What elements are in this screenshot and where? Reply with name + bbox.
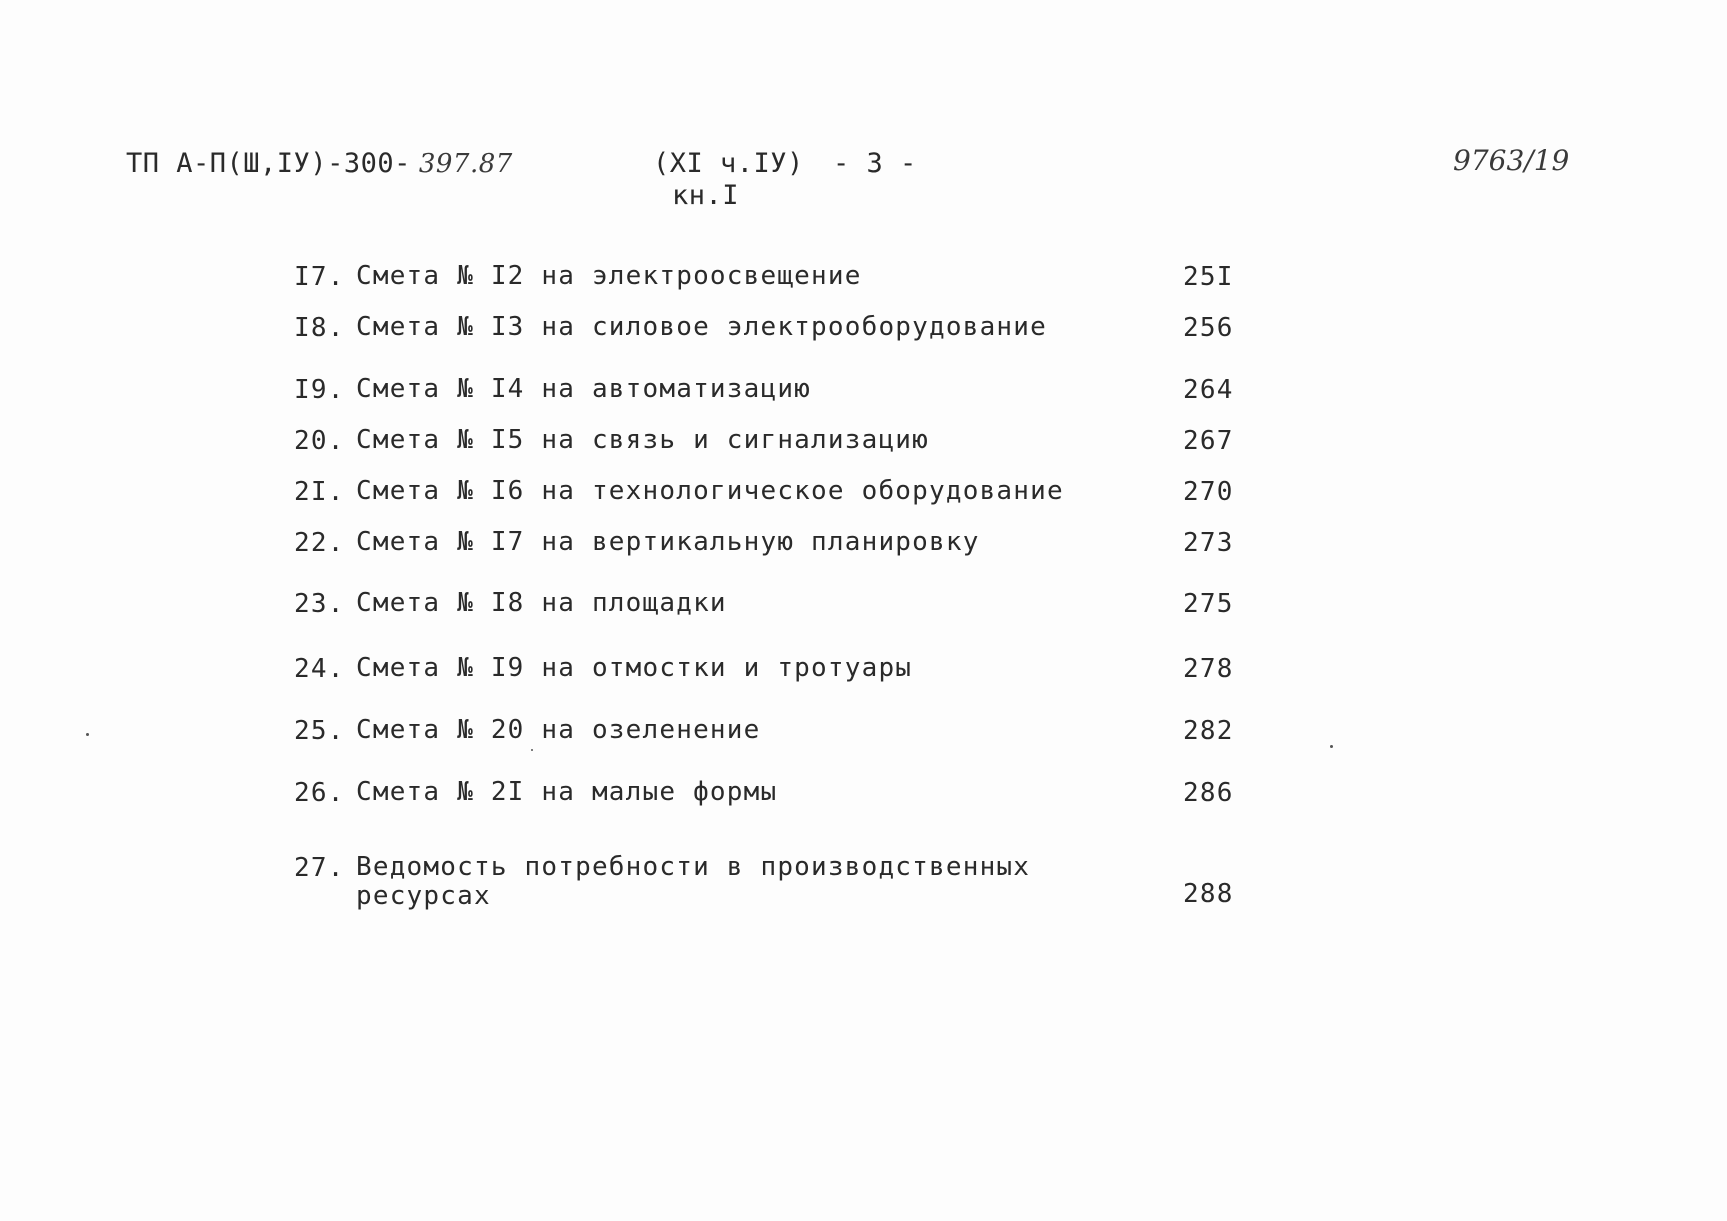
toc-entry-number: I7. — [294, 262, 345, 292]
page-number: - 3 - — [833, 148, 917, 179]
toc-entry-page: 267 — [1183, 426, 1234, 456]
toc-entry-number: 20. — [294, 426, 345, 456]
toc-entry-page: 273 — [1183, 528, 1234, 558]
toc-entry-title-line-2: ресурсах — [356, 881, 491, 911]
toc-entry-number: 24. — [294, 654, 345, 684]
toc-entry-number: I8. — [294, 313, 345, 343]
toc-entry-title: Смета № I4 на автоматизацию — [356, 374, 812, 404]
scan-speck — [531, 749, 533, 751]
book-label: кн.I — [672, 180, 740, 211]
toc-entry-title: Смета № 2I на малые формы — [356, 777, 778, 807]
document-code-typed: ТП А-П(Ш,IУ)-300- — [126, 148, 411, 179]
toc-entry-title-line-1: Ведомость потребности в производственных — [356, 852, 1031, 882]
toc-entry-number: 22. — [294, 528, 345, 558]
toc-entry-page: 25I — [1183, 262, 1234, 292]
inventory-number-handwritten: 9763/19 — [1453, 144, 1570, 177]
scan-speck — [1330, 745, 1333, 748]
toc-entry-page: 275 — [1183, 589, 1234, 619]
toc-entry-page: 286 — [1183, 778, 1234, 808]
toc-entry-page: 282 — [1183, 716, 1234, 746]
toc-entry-page: 288 — [1183, 879, 1234, 909]
toc-entry-title: Смета № 20 на озеленение — [356, 715, 761, 745]
toc-entry-title: Смета № I8 на площадки — [356, 588, 727, 618]
toc-entry-page: 270 — [1183, 477, 1234, 507]
toc-entry-page: 256 — [1183, 313, 1234, 343]
toc-entry-title: Смета № I9 на отмостки и тротуары — [356, 653, 913, 683]
toc-entry-title: Смета № I3 на силовое электрооборудование — [356, 312, 1047, 342]
toc-entry-title: Смета № I7 на вертикальную планировку — [356, 527, 980, 557]
document-code-handwritten: 397.87 — [418, 149, 513, 179]
toc-entry-page: 278 — [1183, 654, 1234, 684]
toc-entry-title: Смета № I5 на связь и сигнализацию — [356, 425, 930, 455]
toc-entry-number: 27. — [294, 853, 345, 883]
toc-entry-title — [356, 853, 1030, 911]
toc-entry-number: 25. — [294, 716, 345, 746]
scan-speck — [86, 733, 89, 736]
toc-entry-title: Смета № I2 на электроосвещение — [356, 261, 862, 291]
toc-entry-number: 26. — [294, 778, 345, 808]
part-label: (XI ч.IУ) — [653, 148, 804, 179]
toc-entry-number: I9. — [294, 375, 345, 405]
toc-entry-title: Смета № I6 на технологическое оборудование — [356, 476, 1064, 506]
toc-entry-number: 23. — [294, 589, 345, 619]
toc-entry-page: 264 — [1183, 375, 1234, 405]
toc-entry-number: 2I. — [294, 477, 345, 507]
